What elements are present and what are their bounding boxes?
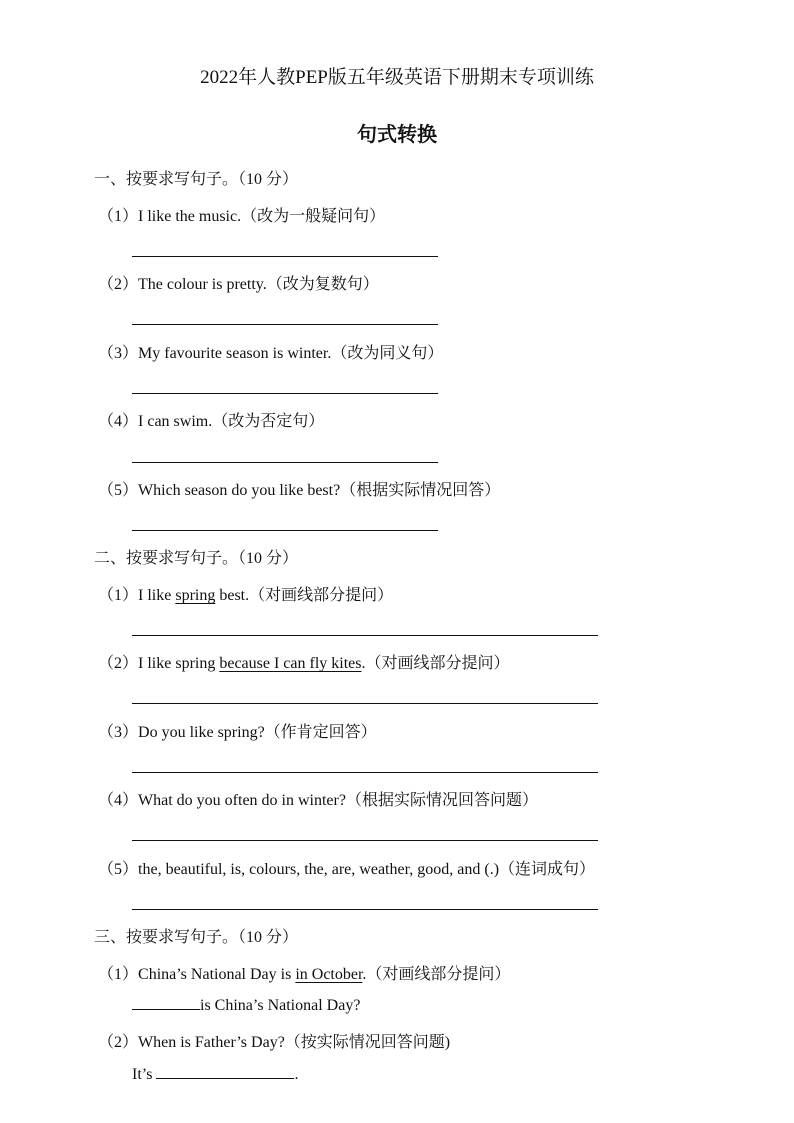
question-number: （4） xyxy=(98,792,139,809)
question-text: What do you often do in winter? xyxy=(138,792,346,809)
s2-answer-line-4[interactable] xyxy=(132,840,598,841)
question-hint: （作肯定回答） xyxy=(264,724,377,741)
s1-answer-line-3[interactable] xyxy=(132,393,438,394)
worksheet-title: 2022年人教PEP版五年级英语下册期末专项训练 xyxy=(200,67,594,88)
question-number: （2） xyxy=(98,276,139,293)
s1-question-2 xyxy=(98,271,379,294)
worksheet-subtitle: 句式转换 xyxy=(357,122,437,146)
question-number: （1） xyxy=(98,966,139,983)
question-text-pre: I like spring xyxy=(138,655,220,672)
s2-answer-line-5[interactable] xyxy=(132,909,598,910)
answer-blank[interactable] xyxy=(156,1064,294,1079)
s1-question-1 xyxy=(98,203,385,226)
question-number: （5） xyxy=(98,861,139,878)
question-text: Do you like spring? xyxy=(138,724,265,741)
question-hint: （按实际情况回答问题) xyxy=(284,1034,451,1051)
s3-answer-1 xyxy=(132,995,360,1015)
question-number: （3） xyxy=(98,345,139,362)
question-text: I like the music. xyxy=(138,208,242,225)
question-hint: （改为否定句） xyxy=(212,413,325,430)
s2-question-2 xyxy=(98,650,510,673)
answer-end: . xyxy=(294,1066,299,1083)
s2-question-5 xyxy=(98,856,595,879)
question-hint: （根据实际情况回答） xyxy=(340,482,501,499)
question-text: The colour is pretty. xyxy=(138,276,267,293)
question-hint: （改为复数句） xyxy=(266,276,379,293)
s1-question-5 xyxy=(98,477,500,500)
s2-question-3 xyxy=(98,719,377,742)
section-1-heading: 一、按要求写句子。（10 分） xyxy=(94,171,299,188)
s1-answer-line-2[interactable] xyxy=(132,324,438,325)
question-text-post: . xyxy=(362,966,367,983)
question-number: （4） xyxy=(98,413,139,430)
s3-question-1 xyxy=(98,961,510,984)
s2-question-4 xyxy=(98,787,538,810)
question-number: （5） xyxy=(98,482,139,499)
underlined-phrase: in October xyxy=(295,966,363,983)
question-hint: （对画线部分提问） xyxy=(365,655,510,672)
s1-answer-line-1[interactable] xyxy=(132,256,438,257)
s1-answer-line-4[interactable] xyxy=(132,462,438,463)
s2-answer-line-2[interactable] xyxy=(132,703,598,704)
answer-blank[interactable] xyxy=(132,995,200,1010)
question-number: （2） xyxy=(98,1034,139,1051)
question-hint: （改为同义句） xyxy=(331,345,444,362)
question-text-pre: I like xyxy=(138,587,176,604)
s3-answer-2 xyxy=(132,1064,298,1084)
question-text: When is Father’s Day? xyxy=(138,1034,285,1051)
underlined-phrase: because I can fly kites xyxy=(219,655,362,672)
s2-answer-line-1[interactable] xyxy=(132,635,598,636)
question-hint: （对画线部分提问） xyxy=(366,966,511,983)
question-text: Which season do you like best? xyxy=(138,482,341,499)
section-2-heading: 二、按要求写句子。（10 分） xyxy=(94,550,299,567)
underlined-phrase: spring xyxy=(175,587,216,604)
question-hint: （对画线部分提问） xyxy=(249,587,394,604)
question-text: the, beautiful, is, colours, the, are, weather, good, and (.) xyxy=(138,861,500,878)
question-number: （1） xyxy=(98,587,139,604)
s1-answer-line-5[interactable] xyxy=(132,530,438,531)
question-hint: （连词成句） xyxy=(499,861,596,878)
s1-question-4 xyxy=(98,408,324,431)
answer-prefix: It’s xyxy=(132,1066,153,1083)
question-number: （1） xyxy=(98,208,139,225)
question-number: （2） xyxy=(98,655,139,672)
s2-question-1 xyxy=(98,582,393,605)
s2-answer-line-3[interactable] xyxy=(132,772,598,773)
question-text-post: best. xyxy=(215,587,250,604)
question-hint: （根据实际情况回答问题） xyxy=(345,792,538,809)
question-text: My favourite season is winter. xyxy=(138,345,332,362)
question-number: （3） xyxy=(98,724,139,741)
answer-suffix: is China’s National Day? xyxy=(200,997,361,1014)
section-3-heading: 三、按要求写句子。（10 分） xyxy=(94,929,299,946)
question-text: I can swim. xyxy=(138,413,213,430)
s1-question-3 xyxy=(98,340,443,363)
question-text-post: . xyxy=(361,655,366,672)
question-hint: （改为一般疑问句） xyxy=(241,208,386,225)
s3-question-2 xyxy=(98,1029,450,1052)
question-text-pre: China’s National Day is xyxy=(138,966,296,983)
